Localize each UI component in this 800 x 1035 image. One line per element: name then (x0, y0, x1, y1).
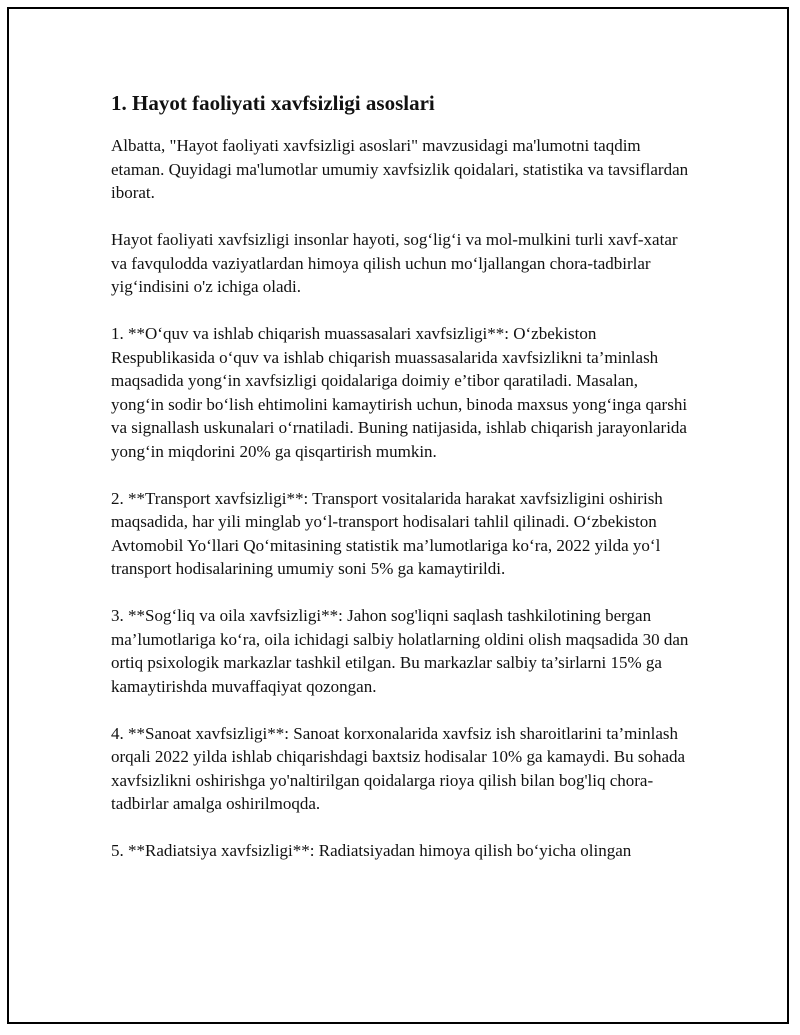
list-item-health-family-safety: 3. **Sog‘liq va oila xavfsizligi**: Jahon sog'liqni saqlash tashkilotining bergan ma’lumotlariga ko‘ra, oila ichidagi salbiy holatlarning oldini olish maqsadida 30 dan ortiq psixologik markazlar tashkil etilgan. Bu markazlar salbiy ta’sirlarni 15% ga kamaytirishda muvaffaqiyat qozongan. (111, 606, 689, 696)
list-item-radiation-safety: 5. **Radiatsiya xavfsizligi**: Radiatsiyadan himoya qilish bo‘yicha olingan (111, 841, 632, 860)
list-item-transport-safety: 2. **Transport xavfsizligi**: Transport vositalarida harakat xavfsizligini oshirish maqsadida, har yili minglab yo‘l-transport hodisalari tahlil qilinadi. O‘zbekiston Avtomobil Yo‘llari Qo‘mitasining statistik ma’lumotlariga ko‘ra, 2022 yilda yo‘l transport hodisalarining umumiy soni 5% ga kamaytirildi. (111, 488, 663, 578)
definition-paragraph: Hayot faoliyati xavfsizligi insonlar hayoti, sog‘lig‘i va mol-mulkini turli xavf-xatar va favqulodda vaziyatlardan himoya qilish uchun mo‘ljallangan chora-tadbirlar yig‘indisini o'z ichiga oladi. (111, 230, 678, 296)
document-body (111, 89, 691, 886)
document-title: 1. Hayot faoliyati xavfsizligi asoslari (111, 91, 435, 115)
list-item-education-safety: 1. **O‘quv va ishlab chiqarish muassasalari xavfsizligi**: O‘zbekiston Respublikasida o‘quv va ishlab chiqarish muassasalarida xavfsizlikni ta’minlash maqsadida yong‘in xavfsizligi qoidalariga doimiy e’tibor qaratiladi. Masalan, yong‘in sodir bo‘lish ehtimolini kamaytirish uchun, binoda maxsus yong‘inga qarshi va signallash uskunalari o‘rnatiladi. Buning natijasida, ishlab chiqarish jarayonlarida yong‘in miqdorini 20% ga qisqartirish mumkin. (111, 324, 688, 461)
list-item-industrial-safety: 4. **Sanoat xavfsizligi**: Sanoat korxonalarida xavfsiz ish sharoitlarini ta’minlash orqali 2022 yilda ishlab chiqarishdagi baxtsiz hodisalar 10% ga kamaydi. Bu sohada xavfsizlikni oshirishga yo'naltirilgan qoidalarga rioya qilish bilan bog'liq chora-tadbirlar amalga oshirilmoqda. (111, 723, 686, 813)
intro-paragraph: Albatta, "Hayot faoliyati xavfsizligi asoslari" mavzusidagi ma'lumotni taqdim etaman. Quyidagi ma'lumotlar umumiy xavfsizlik qoidalari, statistika va tavsiflardan iborat. (111, 136, 689, 202)
